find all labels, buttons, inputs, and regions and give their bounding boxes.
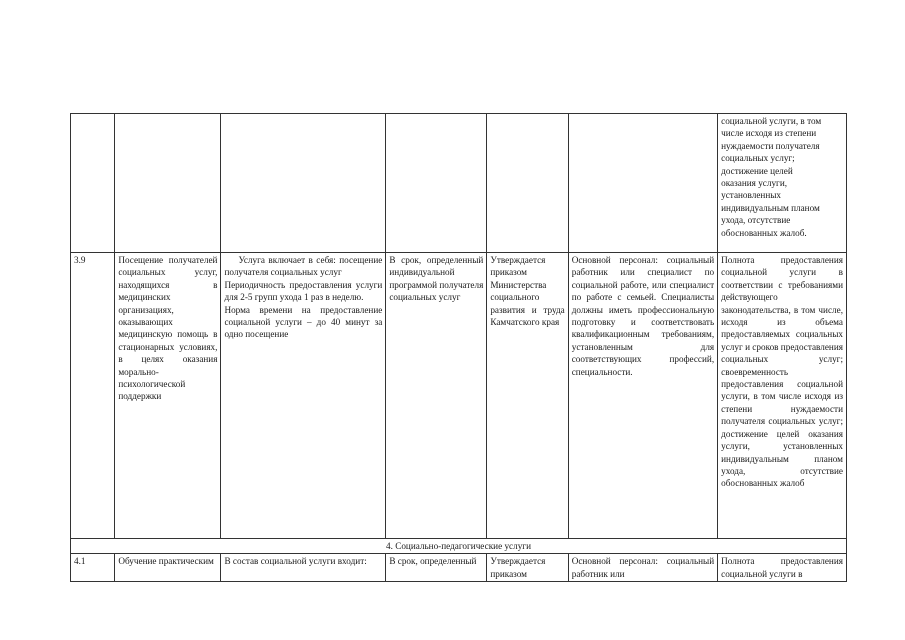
cell-personnel: Основной персонал: социальный работник или — [568, 554, 717, 582]
content-paragraph: Услуга включает в себя: посещение получателя социальных услуг — [224, 255, 383, 278]
quality-line: установленных — [721, 190, 782, 201]
cell-quality: Полнота предоставления социальной услуги в — [718, 554, 847, 582]
cell-quality: Полнота предоставления социальной услуги в соответствии с требованиями действующего законодательства, в том числе, исходя из объема предоставляемых социальных услуг и сроков предоставления социальных услуг; своевременность предоставления социальной услуги, в том числе исходя из степени нуждаемости получателя социальных услуг; достижение целей оказания услуги, установленных индивидуальным планом ухода, отсутствие обоснованных жалоб — [718, 253, 847, 539]
quality-line: индивидуальным планом — [721, 202, 820, 213]
cell-approval: Утверждается приказом — [487, 554, 568, 582]
quality-line: нуждаемости получателя — [721, 140, 820, 151]
cell-quality-continued — [718, 114, 847, 253]
cell-service-content — [221, 253, 386, 539]
cell-approval: Утверждается приказом Министерства социального развития и труда Камчатского края — [487, 253, 568, 539]
quality-line: социальных услуг; — [721, 153, 795, 164]
cell-service-content: В состав социальной услуги входит: — [221, 554, 386, 582]
cell-term-empty — [386, 114, 487, 253]
cell-name-empty — [115, 114, 221, 253]
cell-num-empty — [71, 114, 115, 253]
quality-line: ухода, отсутствие — [721, 215, 791, 226]
cell-service-name: Посещение получателей социальных услуг, находящихся в медицинских организациях, оказывающих медицинскую помощь в стационарных условиях, в целях оказания морально-психологической поддержки — [115, 253, 221, 539]
table-row-3-9 — [71, 253, 847, 539]
cell-content-empty — [221, 114, 386, 253]
content-paragraph: Норма времени на предоставление социальной услуги – до 40 минут за одно посещение — [224, 304, 383, 340]
quality-line: социальной услуги, в том — [721, 116, 822, 126]
quality-line: достижение целей — [721, 165, 793, 176]
cell-personnel-empty — [568, 114, 717, 253]
table-row-continued — [71, 114, 847, 253]
cell-num: 4.1 — [71, 554, 115, 582]
quality-line: числе исходя из степени — [721, 128, 817, 139]
quality-line: обоснованных жалоб. — [721, 227, 807, 238]
cell-term: В срок, определенный — [386, 554, 487, 582]
cell-service-name: Обучение практическим — [115, 554, 221, 582]
quality-line: оказания услуги, — [721, 178, 788, 189]
section-title: 4. Социально-педагогические услуги — [71, 539, 847, 554]
cell-personnel: Основной персонал: социальный работник или специалист по социальной работе, или специалист по работе с семьей. Специалисты должны иметь профессиональную подготовку и соответствовать квалификационным требованиям, установленным для соответствующих профессий, специальности. — [568, 253, 717, 539]
cell-num: 3.9 — [71, 253, 115, 539]
cell-term: В срок, определенный индивидуальной программой получателя социальных услуг — [386, 253, 487, 539]
content-paragraph: Периодичность предоставления услуги для 2-5 групп ухода 1 раз в неделю. — [224, 279, 383, 303]
services-table — [70, 113, 847, 582]
table-row-4-1 — [71, 554, 847, 582]
section-heading-row — [71, 539, 847, 554]
cell-approval-empty — [487, 114, 568, 253]
